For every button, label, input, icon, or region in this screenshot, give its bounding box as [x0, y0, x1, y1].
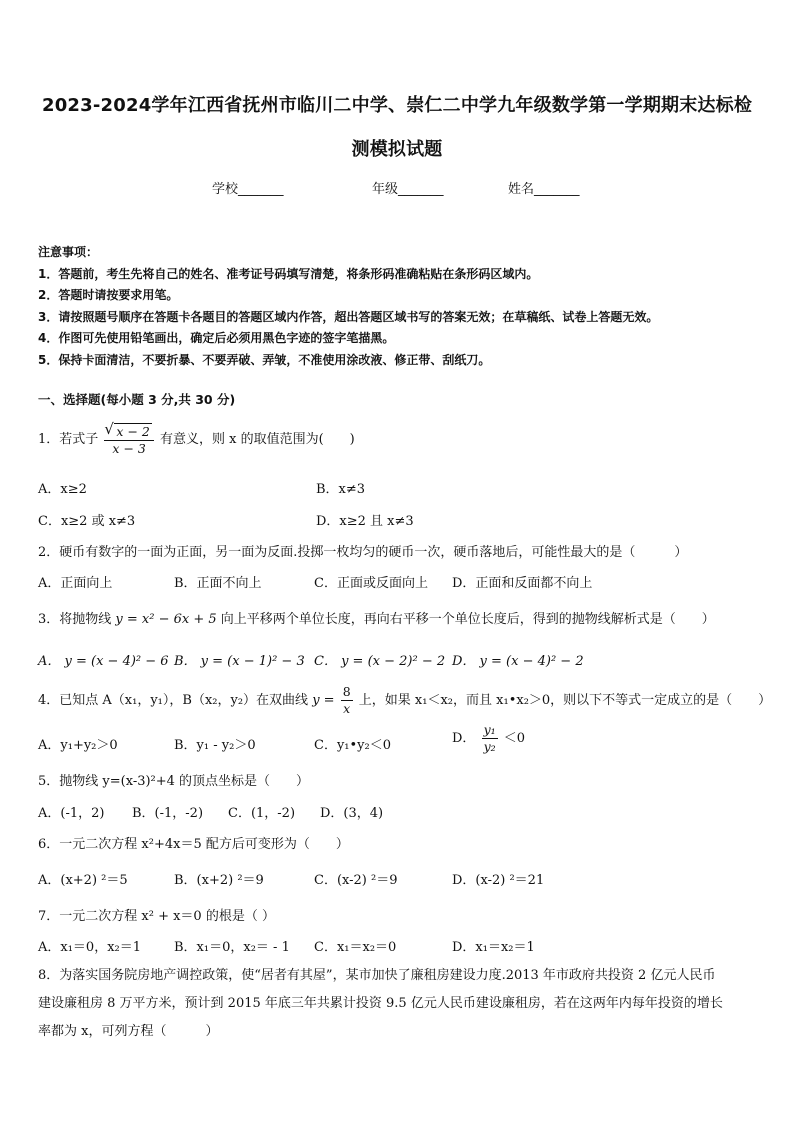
q4-option-c[interactable]: C．y₁•y₂＜0 — [314, 738, 391, 753]
q1-option-c[interactable]: C．x≥2 或 x≠3 — [38, 514, 136, 529]
exam-title — [30, 84, 764, 172]
q5-option-b[interactable]: B．(-1，-2) — [132, 806, 204, 821]
q5-option-d[interactable]: D．(3，4) — [320, 806, 384, 821]
notice-item: 2．答题时请按要求用笔。 — [38, 288, 179, 302]
q7-option-a[interactable]: A．x₁＝0，x₂＝1 — [38, 940, 142, 955]
q7-option-d[interactable]: D．x₁＝x₂＝1 — [452, 940, 535, 955]
q4-d-prefix: D． — [452, 731, 476, 746]
q3-option-d[interactable]: D． y = (x − 4)² − 2 — [452, 654, 584, 669]
q1-prefix: 1．若式子 — [38, 432, 99, 447]
notice-item: 3．请按照题号顺序在答题卡各题目的答题区域内作答，超出答题区域书写的答案无效；在草稿纸、试卷上答题无效。 — [38, 309, 659, 324]
q1-option-d[interactable]: D．x≥2 且 x≠3 — [316, 514, 414, 529]
q4-d-suffix: ＜0 — [503, 731, 526, 746]
q6-option-a[interactable]: A．(x+2) ²＝5 — [38, 873, 128, 888]
question-6: 6．一元二次方程 x²+4x＝5 配方后可变形为（ ） — [38, 837, 349, 852]
q7-option-b[interactable]: B．x₁＝0，x₂＝ - 1 — [174, 940, 290, 955]
q1-option-a[interactable]: A．x≥2 — [38, 482, 87, 497]
q1-option-b[interactable]: B．x≠3 — [316, 482, 366, 497]
notice-block — [38, 242, 768, 371]
q3-suffix: 向上平移两个单位长度，再向右平移一个单位长度后，得到的抛物线解析式是（ ） — [220, 612, 715, 627]
question-3 — [38, 608, 715, 627]
student-info — [0, 178, 794, 200]
grade-field[interactable]: 年级_______ — [372, 182, 444, 197]
q3-option-b[interactable]: B． y = (x − 1)² − 3 — [174, 654, 305, 669]
q4-option-d[interactable] — [452, 722, 525, 755]
q4-d-fraction — [482, 722, 498, 755]
title-line-2: 测模拟试题 — [351, 139, 443, 160]
question-4 — [38, 684, 771, 718]
q4-numerator: 8 — [342, 684, 351, 699]
notice-item: 4．作图可先使用铅笔画出，确定后必须用黑色字迹的签字笔描黑。 — [38, 331, 395, 345]
q1-suffix: 有意义，则 x 的取值范围为( ) — [160, 432, 355, 447]
q1-sqrt-numerator: √ x − 2 — [114, 423, 151, 440]
q3-option-c[interactable]: C． y = (x − 2)² − 2 — [314, 654, 446, 669]
q2-option-c[interactable]: C．正面或反面向上 — [314, 576, 428, 591]
notice-item: 1．答题前，考生先将自己的姓名、准考证号码填写清楚，将条形码准确粘贴在条形码区域内。 — [38, 266, 539, 281]
q5-option-a[interactable]: A．(-1，2) — [38, 806, 105, 821]
q3-expression: y = x² − 6x + 5 — [115, 612, 217, 627]
q4-prefix: 4．已知点 A（x₁，y₁），B（x₂，y₂）在双曲线 — [38, 693, 309, 708]
q8-line-2: 建设廉租房 8 万平方米，预计到 2015 年底三年共累计投资 9.5 亿元人民币建设廉租房，若在这两年内每年投资的增长 — [38, 996, 723, 1011]
q5-option-c[interactable]: C．(1，-2) — [228, 806, 296, 821]
q4-option-b[interactable]: B．y₁ - y₂＞0 — [174, 738, 256, 753]
question-1 — [38, 422, 355, 458]
q3-option-a[interactable]: A． y = (x − 4)² − 6 — [38, 654, 169, 669]
q6-option-b[interactable]: B．(x+2) ²＝9 — [174, 873, 264, 888]
q4-denominator: x — [343, 701, 351, 716]
title-line-1: 2023-2024学年江西省抚州市临川二中学、崇仁二中学九年级数学第一学期期末达标检 — [41, 95, 753, 116]
q4-lhs: y = — [312, 693, 335, 708]
q1-denominator: x − 3 — [112, 440, 146, 456]
notice-title: 注意事项： — [38, 245, 99, 259]
question-7: 7．一元二次方程 x² + x＝0 的根是（ ） — [38, 909, 275, 924]
q3-prefix: 3．将抛物线 — [38, 612, 112, 627]
q4-suffix: 上，如果 x₁＜x₂，而且 x₁•x₂＞0，则以下不等式一定成立的是（ ） — [358, 693, 772, 708]
q2-option-a[interactable]: A．正面向上 — [38, 576, 113, 591]
question-2: 2．硬币有数字的一面为正面，另一面为反面.投掷一枚均匀的硬币一次，硬币落地后，可能性最大的是（ ） — [38, 545, 688, 560]
q7-option-c[interactable]: C．x₁＝x₂＝0 — [314, 940, 397, 955]
q4-option-a[interactable]: A．y₁+y₂＞0 — [38, 738, 118, 753]
q4-fraction — [341, 684, 353, 717]
school-field[interactable]: 学校_______ — [212, 182, 284, 197]
q2-option-b[interactable]: B．正面不向上 — [174, 576, 262, 591]
question-5: 5．抛物线 y=(x-3)²+4 的顶点坐标是（ ） — [38, 774, 310, 789]
q8-line-1: 8．为落实国务院房地产调控政策，使“居者有其屋”，某市加快了廉租房建设力度.2013 年市政府共投资 2 亿元人民币 — [38, 968, 716, 983]
name-field[interactable]: 姓名_______ — [508, 182, 580, 197]
q4-d-denominator: y₂ — [483, 739, 496, 754]
q4-d-numerator: y₁ — [483, 722, 496, 737]
q1-fraction — [104, 423, 153, 457]
q6-option-d[interactable]: D．(x-2) ²＝21 — [452, 873, 545, 888]
q6-option-c[interactable]: C．(x-2) ²＝9 — [314, 873, 398, 888]
q8-line-3: 率都为 x，可列方程（ ） — [38, 1024, 219, 1039]
notice-item: 5．保持卡面清洁，不要折暴、不要弄破、弄皱，不准使用涂改液、修正带、刮纸刀。 — [38, 352, 491, 367]
question-8 — [38, 962, 758, 1046]
section-heading: 一、选择题(每小题 3 分,共 30 分) — [38, 392, 236, 407]
q2-option-d[interactable]: D．正面和反面都不向上 — [452, 576, 593, 591]
